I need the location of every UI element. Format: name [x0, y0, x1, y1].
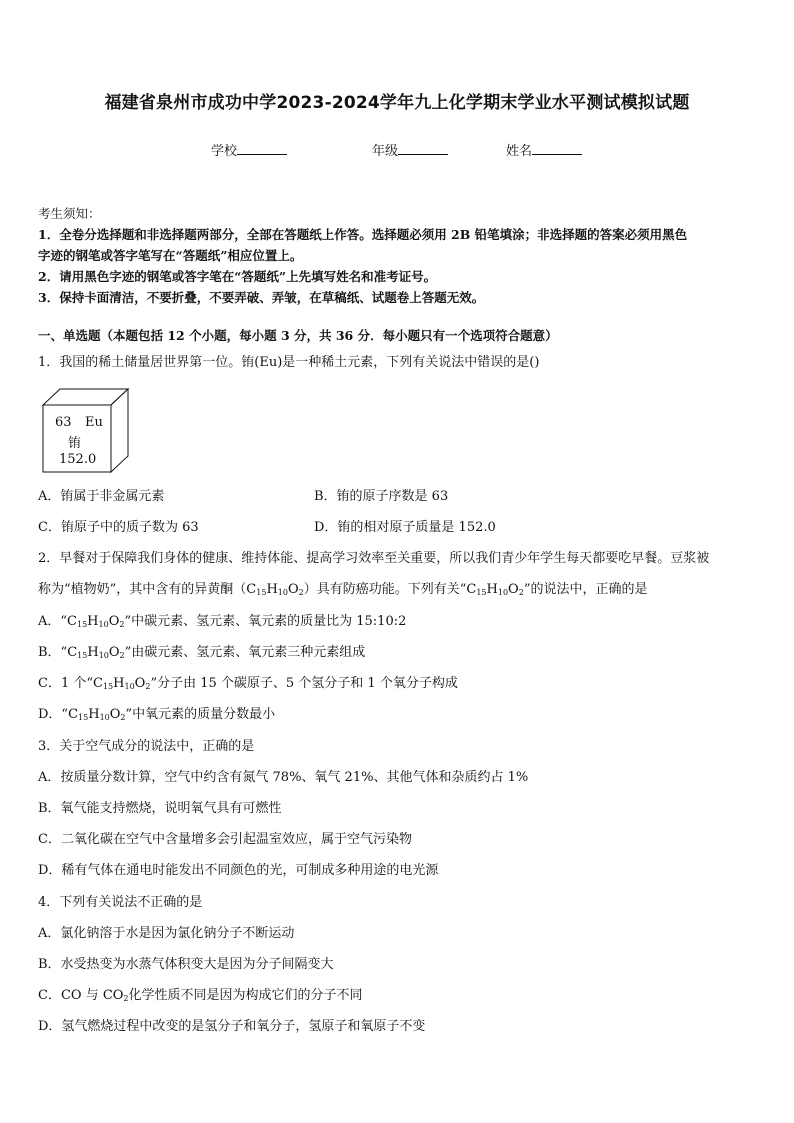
- name-label: 姓名: [506, 144, 533, 159]
- q3-option-d[interactable]: D．稀有气体在通电时能发出不同颜色的光，可制成多种用途的电光源: [38, 863, 439, 878]
- notice-item: 3．保持卡面清洁，不要折叠，不要弄破、弄皱，在草稿纸、试题卷上答题无效。: [38, 290, 485, 305]
- school-label: 学校: [211, 144, 238, 159]
- atomic-number: 63: [55, 415, 72, 430]
- element-symbol: Eu: [85, 415, 103, 430]
- element-name: 铕: [68, 436, 82, 451]
- question-2-stem-cont: 称为“植物奶”，其中含有的异黄酮$(C_{15}H_{10}O_2)$具有防癌功能。下列有关“$C_{15}H_{10}O_2$”的说法中，正确的是: [38, 582, 648, 597]
- q2-option-b[interactable]: B．“$C_{15}H_{10}O_2$”由碳元素、氢元素、氧元素三种元素组成: [38, 645, 366, 660]
- page-title: 福建省泉州市成功中学2023-2024学年九上化学期末学业水平测试模拟试题: [104, 93, 690, 113]
- q1-option-d[interactable]: D．铕的相对原子质量是 152.0: [314, 520, 496, 535]
- school-blank[interactable]: [237, 142, 287, 155]
- q1-option-c[interactable]: C．铕原子中的质子数为 63: [38, 520, 199, 535]
- question-2-stem: 2．早餐对于保障我们身体的健康、维持体能、提高学习效率至关重要，所以我们青少年学生每天都要吃早餐。豆浆被: [38, 551, 710, 566]
- question-4-stem: 4．下列有关说法不正确的是: [38, 895, 203, 910]
- grade-label: 年级: [372, 144, 399, 159]
- q2-option-a[interactable]: A．“$C_{15}H_{10}O_2$”中碳元素、氢元素、氧元素的质量比为 15:10:2: [38, 614, 407, 629]
- q1-option-a[interactable]: A．铕属于非金属元素: [38, 489, 165, 504]
- q2-option-d[interactable]: D．“$C_{15}H_{10}O_2$”中氧元素的质量分数最小: [38, 707, 276, 722]
- q1-option-b[interactable]: B．铕的原子序数是 63: [314, 489, 449, 504]
- notice-heading: 考生须知：: [38, 206, 101, 221]
- q3-option-a[interactable]: A．按质量分数计算，空气中约含有氮气 78%、氧气 21%、其他气体和杂质约占 1%: [38, 770, 529, 785]
- question-3-stem: 3．关于空气成分的说法中，正确的是: [38, 739, 255, 754]
- element-card: [42, 388, 130, 474]
- name-blank[interactable]: [532, 142, 582, 155]
- school-field[interactable]: [211, 140, 287, 159]
- grade-blank[interactable]: [398, 142, 448, 155]
- exam-notice: [38, 203, 758, 308]
- q3-option-b[interactable]: B．氧气能支持燃烧，说明氧气具有可燃性: [38, 801, 282, 816]
- q2-option-c[interactable]: C．1 个“$C_{15}H_{10}O_2$”分子由 15 个碳原子、5 个氢分子和 1 个氧分子构成: [38, 676, 458, 691]
- student-info-fields: [0, 140, 794, 160]
- q3-option-c[interactable]: C．二氧化碳在空气中含量增多会引起温室效应，属于空气污染物: [38, 832, 412, 847]
- q4-option-c[interactable]: C．CO 与 $CO_2$化学性质不同是因为构成它们的分子不同: [38, 988, 363, 1003]
- notice-item: 2．请用黑色字迹的钢笔或答字笔在“答题纸”上先填写姓名和准考证号。: [38, 269, 437, 284]
- q4-option-d[interactable]: D．氢气燃烧过程中改变的是氢分子和氧分子，氢原子和氧原子不变: [38, 1019, 426, 1034]
- atomic-mass: 152.0: [59, 452, 97, 467]
- grade-field[interactable]: [372, 140, 448, 159]
- notice-item: 1．全卷分选择题和非选择题两部分，全部在答题纸上作答。选择题必须用 2B 铅笔填涂；非选择题的答案必须用黑色: [38, 227, 688, 242]
- question-1-stem: 1．我国的稀土储量居世界第一位。铕(Eu)是一种稀土元素，下列有关说法中错误的是(): [38, 355, 540, 370]
- q4-option-b[interactable]: B．水受热变为水蒸气体积变大是因为分子间隔变大: [38, 957, 334, 972]
- name-field[interactable]: [506, 140, 582, 159]
- notice-item: 字迹的钢笔或答字笔写在“答题纸”相应位置上。: [38, 248, 303, 263]
- section-heading: 一、单选题（本题包括 12 个小题，每小题 3 分，共 36 分．每小题只有一个选项符合题意）: [38, 328, 558, 343]
- q4-option-a[interactable]: A．氯化钠溶于水是因为氯化钠分子不断运动: [38, 926, 295, 941]
